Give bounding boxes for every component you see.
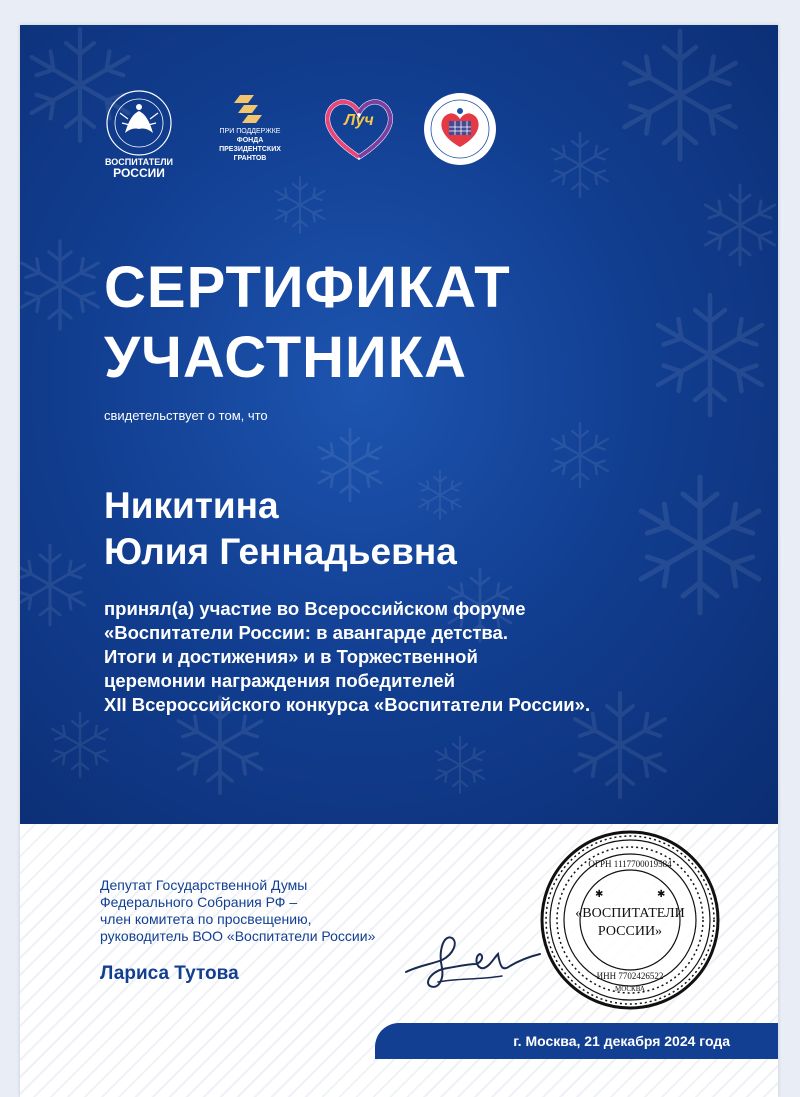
svg-text:✱: ✱: [595, 889, 604, 900]
luch-text: Луч: [344, 112, 374, 129]
official-stamp: [535, 825, 725, 1015]
certificate-title: [104, 253, 704, 393]
grants-text: ПРИ ПОДДЕРЖКЕ ФОНДА ПРЕЗИДЕНТСКИХ ГРАНТОВ: [219, 128, 281, 162]
certificate-body: [104, 597, 724, 717]
signer-line: Федерального Собрания РФ –: [100, 894, 298, 910]
vospitateli-rossii-logo: [100, 89, 178, 180]
svg-text:МОСКВА: МОСКВА: [615, 985, 645, 993]
participant-name: [104, 483, 457, 575]
signer-line: член комитета по просвещению,: [100, 911, 312, 927]
svg-text:✱: ✱: [657, 889, 666, 900]
partner-logos: [100, 89, 500, 189]
body-line: принял(а) участие во Всероссийском форуме: [104, 598, 526, 619]
certificate-sheet: [20, 25, 778, 1097]
participant-given-names: Юлия Геннадьевна: [104, 531, 457, 572]
title-line-1: СЕРТИФИКАТ: [104, 255, 511, 320]
luch-logo: [318, 93, 400, 167]
presidential-grants-logo: [210, 89, 290, 162]
svg-text:ОГРН 1117700019584: ОГРН 1117700019584: [588, 859, 672, 869]
signer-line: руководитель ВОО «Воспитатели России»: [100, 928, 376, 944]
foundation-logo: [422, 91, 498, 167]
signer-line: Депутат Государственной Думы: [100, 877, 308, 893]
signer-position: [100, 877, 375, 945]
body-line: Итоги и достижения» и в Торжественной: [104, 646, 478, 667]
handwritten-signature: [398, 920, 548, 1000]
title-line-2: УЧАСТНИКА: [104, 325, 468, 390]
date-bar: [375, 1023, 778, 1059]
lead-text: свидетельствует о том, что: [104, 408, 268, 423]
blue-header-panel: [20, 25, 778, 824]
body-line: «Воспитатели России: в авангарде детства.: [104, 622, 508, 643]
svg-text:«ВОСПИТАТЕЛИ: «ВОСПИТАТЕЛИ: [575, 906, 685, 921]
issue-date: г. Москва, 21 декабря 2024 года: [513, 1033, 730, 1049]
participant-surname: Никитина: [104, 485, 279, 526]
body-line: церемонии награждения победителей: [104, 670, 456, 691]
body-line: XII Всероссийского конкурса «Воспитатели России».: [104, 694, 591, 715]
svg-text:РОССИИ»: РОССИИ»: [597, 924, 663, 939]
org-name-text: ВОСПИТАТЕЛИ РОССИИ: [105, 157, 173, 180]
svg-text:ИНН 7702426522: ИНН 7702426522: [596, 971, 664, 981]
signer-name: Лариса Тутова: [100, 963, 239, 984]
